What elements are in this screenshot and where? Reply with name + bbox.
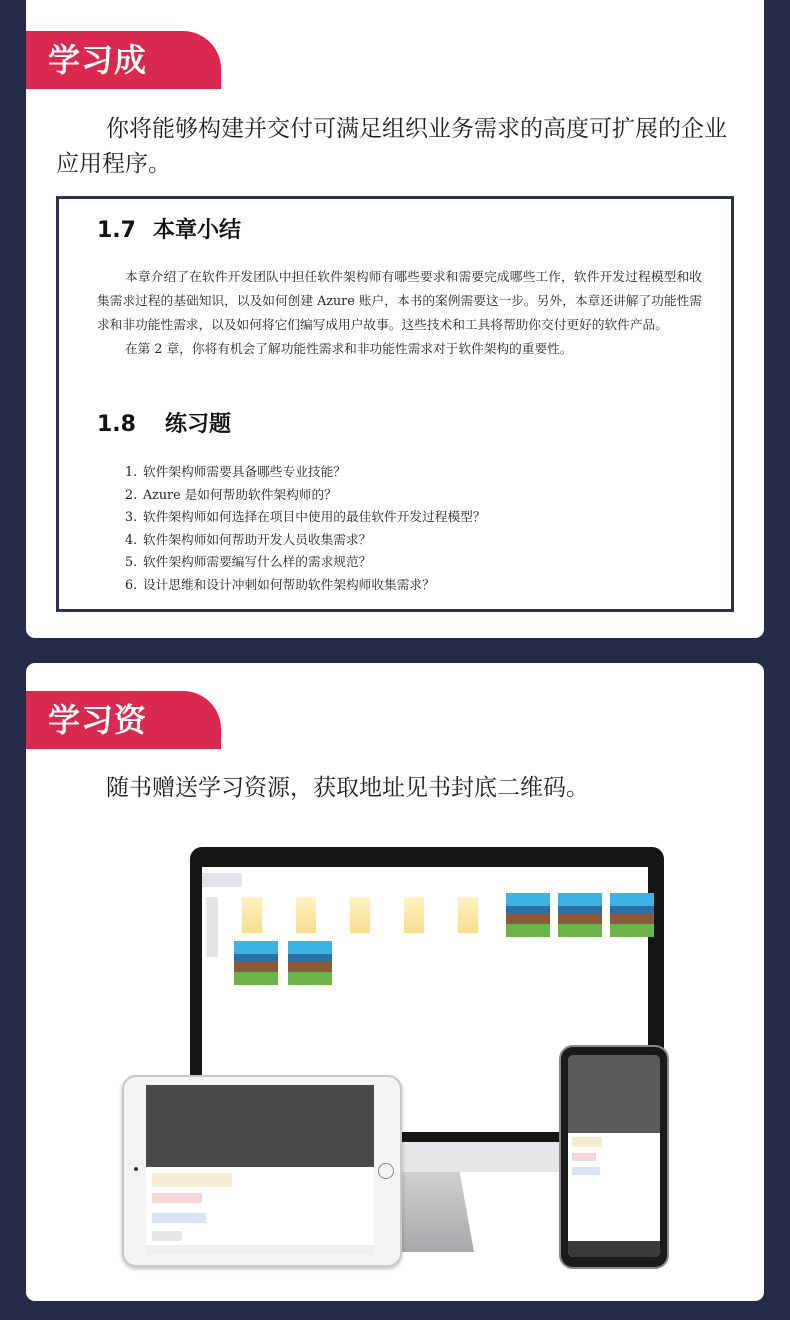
list-item: 4. 软件架构师如何帮助开发人员收集需求？	[125, 531, 372, 547]
tablet-screen	[146, 1085, 374, 1255]
tablet-image	[122, 1075, 402, 1267]
section-heading-exercises	[97, 407, 231, 438]
section-heading-summary	[97, 213, 241, 244]
summary-paragraph: 在第 2 章，你将有机会了解功能性需求和非功能性需求对于软件架构的重要性。	[125, 341, 573, 356]
learning-outcomes-card	[26, 0, 764, 638]
phone-screen	[568, 1055, 660, 1257]
exercise-list	[125, 461, 486, 596]
outcome-text: 你将能够构建并交付可满足组织业务需求的高度可扩展的企业应用程序。	[56, 116, 727, 177]
tablet-home-button	[378, 1163, 394, 1179]
summary-body	[97, 265, 702, 361]
book-excerpt	[56, 196, 734, 612]
tablet-camera	[134, 1167, 138, 1171]
list-item: 6. 设计思维和设计冲刺如何帮助软件架构师收集需求？	[125, 576, 435, 592]
phone-image	[559, 1045, 669, 1269]
resources-text: 随书赠送学习资源，获取地址见书封底二维码。	[106, 775, 589, 801]
list-item: 1. 软件架构师需要具备哪些专业技能？	[125, 464, 346, 479]
list-item: 2. Azure 是如何帮助软件架构师的？	[125, 486, 337, 502]
section-tag: 学习成果：	[26, 31, 221, 89]
section-title: 练习题	[165, 412, 232, 437]
section-tag: 学习资源：	[26, 691, 221, 749]
section-number: 1.7	[97, 218, 136, 243]
list-item: 5. 软件架构师需要编写什么样的需求规范？	[125, 554, 372, 569]
section-number: 1.8	[97, 412, 136, 437]
section-title: 本章小结	[153, 218, 242, 243]
list-item: 3. 软件架构师如何选择在项目中使用的最佳软件开发过程模型？	[125, 509, 486, 524]
learning-resources-card	[26, 663, 764, 1301]
summary-paragraph: 本章介绍了在软件开发团队中担任软件架构师有哪些要求和需要完成哪些工作，软件开发过程模型和收集需求过程的基础知识，以及如何创建 Azure 账户，本书的案例需要这一步。另外，本章还讲解了功能性需求和非功能性需求，以及如何将它们编写成用户故事。这些技术和工具将帮助你交付更好的软件产品。	[97, 269, 702, 332]
